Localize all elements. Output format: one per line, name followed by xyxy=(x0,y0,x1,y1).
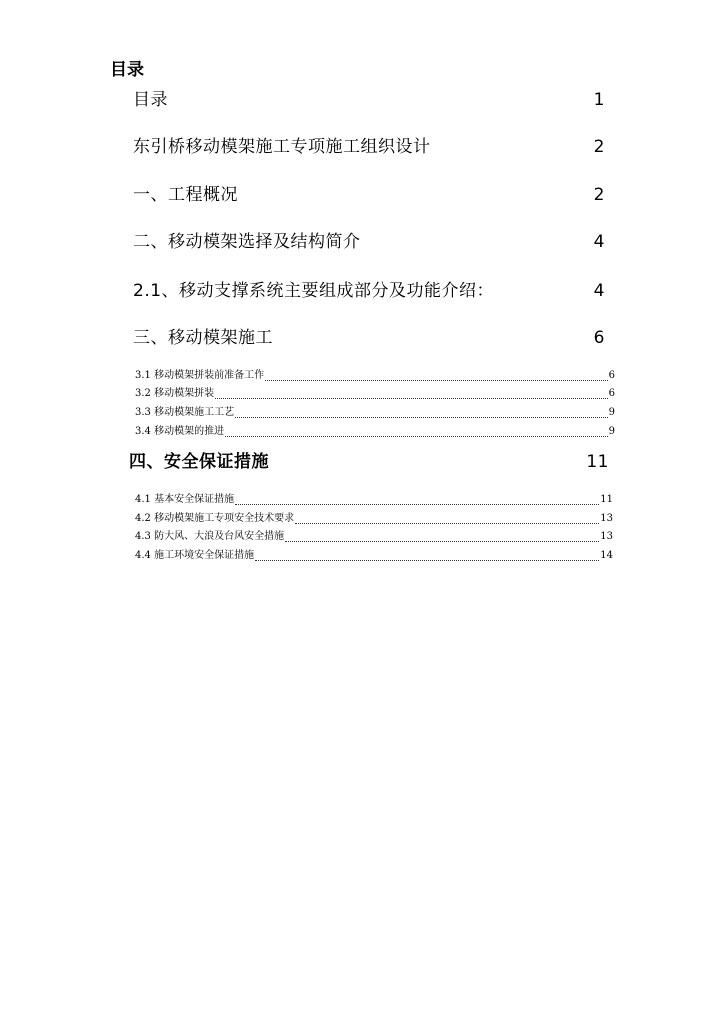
toc-dot-leader xyxy=(235,504,599,505)
toc-subentry-page: 13 xyxy=(600,513,613,524)
toc-subentry-title: 4.2 移动模架施工专项安全技术要求 xyxy=(135,513,295,524)
toc-subentry[interactable] xyxy=(135,387,615,401)
toc-subentry[interactable] xyxy=(135,369,615,383)
toc-dot-leader xyxy=(235,417,608,418)
toc-subentry-page: 9 xyxy=(608,407,615,418)
toc-entry[interactable] xyxy=(133,230,605,254)
toc-dot-leader xyxy=(215,398,608,399)
toc-entry-title: 二、移动模架选择及结构简介 xyxy=(133,232,361,252)
toc-entry-page: 4 xyxy=(593,232,605,252)
toc-dot-leader xyxy=(265,380,608,381)
toc-entry-page: 6 xyxy=(593,328,605,348)
toc-dot-leader xyxy=(285,541,599,542)
toc-subentry-title: 4.4 施工环境安全保证措施 xyxy=(135,550,255,561)
toc-entry-title: 2.1、移动支撑系统主要组成部分及功能介绍： xyxy=(133,281,495,301)
toc-subentry-page: 6 xyxy=(608,370,615,381)
toc-entry-page: 1 xyxy=(593,90,605,110)
toc-subentry[interactable] xyxy=(135,425,615,439)
toc-subentry[interactable] xyxy=(135,549,613,563)
toc-entry-page: 11 xyxy=(586,452,609,472)
toc-subentry[interactable] xyxy=(135,493,613,507)
toc-entry-title: 一、工程概况 xyxy=(133,185,238,205)
toc-entry[interactable] xyxy=(133,88,605,112)
toc-dot-leader xyxy=(225,436,608,437)
toc-subentry[interactable] xyxy=(135,530,613,544)
toc-subentry-page: 6 xyxy=(608,388,615,399)
toc-subentry-page: 9 xyxy=(608,426,615,437)
toc-entry-title: 四、安全保证措施 xyxy=(129,452,269,472)
toc-entry[interactable] xyxy=(133,183,605,207)
toc-entry-page: 4 xyxy=(593,281,605,301)
toc-subentry-page: 11 xyxy=(600,494,613,505)
toc-entry-title: 三、移动模架施工 xyxy=(133,328,273,348)
toc-dot-leader xyxy=(295,523,599,524)
toc-heading: 目录 xyxy=(110,60,144,80)
toc-subentry-page: 14 xyxy=(600,550,613,561)
toc-entry-title: 东引桥移动模架施工专项施工组织设计 xyxy=(133,137,431,157)
toc-subentry[interactable] xyxy=(135,406,615,420)
toc-entry[interactable] xyxy=(133,135,605,159)
toc-subentry-page: 13 xyxy=(600,531,613,542)
toc-subentry-title: 4.3 防大风、大浪及台风安全措施 xyxy=(135,531,285,542)
toc-entry[interactable] xyxy=(133,326,605,350)
toc-entry[interactable] xyxy=(129,450,609,474)
toc-entry[interactable] xyxy=(133,279,605,303)
toc-entry-page: 2 xyxy=(593,137,605,157)
toc-subentry-title: 3.3 移动模架施工工艺 xyxy=(135,407,235,418)
toc-subentry-title: 3.4 移动模架的推进 xyxy=(135,426,225,437)
toc-subentry-title: 3.1 移动模架拼装前准备工作 xyxy=(135,370,265,381)
toc-subentry[interactable] xyxy=(135,512,613,526)
toc-entry-page: 2 xyxy=(593,185,605,205)
toc-entry-title: 目录 xyxy=(133,90,168,110)
toc-subentry-title: 4.1 基本安全保证措施 xyxy=(135,494,235,505)
toc-dot-leader xyxy=(255,560,599,561)
toc-subentry-title: 3.2 移动模架拼装 xyxy=(135,388,215,399)
